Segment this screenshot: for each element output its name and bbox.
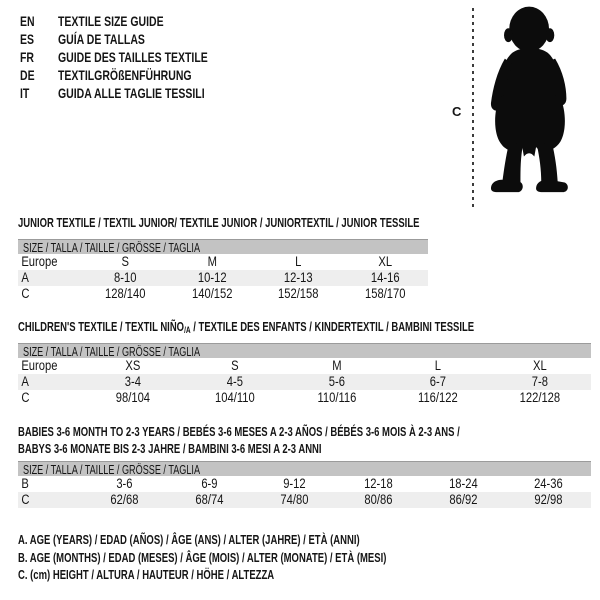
cell: L xyxy=(295,254,302,269)
cell: M xyxy=(331,358,342,373)
cell: 3-4 xyxy=(124,374,141,389)
cell: 24-36 xyxy=(534,476,563,491)
cell: 12-18 xyxy=(364,476,394,491)
cell: 7-8 xyxy=(531,374,549,389)
lang-row-it xyxy=(20,84,258,102)
baby-silhouette-icon xyxy=(485,4,575,212)
babies-table-title-line2: BABYS 3-6 MONATE BIS 2-3 JAHRE / BAMBINI 3-6 MESI A 2-3 ANNI xyxy=(18,441,322,456)
junior-size-table xyxy=(18,239,428,302)
lang-label: GUIDA ALLE TAGLIE TESSILI xyxy=(58,85,205,101)
lang-label: GUÍA DE TALLAS xyxy=(58,31,145,47)
lang-code: ES xyxy=(20,31,35,47)
lang-code: DE xyxy=(20,67,35,83)
junior-table-title: JUNIOR TEXTILE / TEXTIL JUNIOR/ TEXTILE JUNIOR / JUNIORTEXTIL / JUNIOR TESSILE xyxy=(18,215,420,230)
cell: S xyxy=(230,358,239,373)
cell: 68/74 xyxy=(195,492,224,507)
lang-label: TEXTILGRÖßENFÜHRUNG xyxy=(58,67,192,83)
cell: 10-12 xyxy=(197,270,227,285)
size-header-bar xyxy=(18,343,591,358)
cell: L xyxy=(435,358,442,373)
size-header-bar xyxy=(18,239,428,254)
size-header-bar xyxy=(18,461,591,476)
cell: 86/92 xyxy=(449,492,478,507)
cell: 6-7 xyxy=(430,374,447,389)
cell: 62/68 xyxy=(110,492,139,507)
row-label: Europe xyxy=(21,254,58,269)
cell: 140/152 xyxy=(191,286,233,301)
lang-code: IT xyxy=(20,85,30,101)
lang-row-en xyxy=(20,12,258,30)
row-label: C xyxy=(21,492,30,507)
table-row-a xyxy=(18,270,428,286)
lang-code: EN xyxy=(20,13,35,29)
table-row-c xyxy=(18,286,428,302)
cell: 104/110 xyxy=(214,390,255,405)
size-header-label: SIZE / TALLA / TAILLE / GRÖSSE / TAGLIA xyxy=(23,240,201,255)
legend-line-c: C. (cm) HEIGHT / ALTURA / HAUTEUR / HÖHE / ALTEZZA xyxy=(18,568,275,582)
row-label: C xyxy=(21,390,30,405)
cell: 12-13 xyxy=(283,270,313,285)
cell: 9-12 xyxy=(282,476,306,491)
lang-row-de xyxy=(20,66,258,84)
cell: 3-6 xyxy=(116,476,133,491)
size-header-label: SIZE / TALLA / TAILLE / GRÖSSE / TAGLIA xyxy=(23,462,201,477)
table-row-b xyxy=(18,476,591,492)
height-measure-dotted-line xyxy=(472,8,474,211)
children-size-table xyxy=(18,343,591,406)
cell: 158/170 xyxy=(364,286,406,301)
lang-label: GUIDE DES TAILLES TEXTILE xyxy=(58,49,208,65)
lang-code: FR xyxy=(20,49,35,65)
cell: 110/116 xyxy=(317,390,356,405)
cell: 152/158 xyxy=(277,286,319,301)
babies-size-table xyxy=(18,461,591,508)
lang-row-es xyxy=(20,30,258,48)
children-table-title: CHILDREN'S TEXTILE / TEXTIL $NIÑO_{/A}$ / TEXTILE DES ENFANTS / KINDERTEXTIL / BAMBINI TESSILE xyxy=(18,319,475,335)
legend-block xyxy=(18,532,503,585)
table-row-c xyxy=(18,390,591,406)
cell: M xyxy=(207,254,217,269)
row-label: A xyxy=(21,270,29,285)
cell: 14-16 xyxy=(370,270,400,285)
cell: 116/122 xyxy=(418,390,459,405)
cell: 80/86 xyxy=(364,492,393,507)
cell: 122/128 xyxy=(519,390,561,405)
row-label: A xyxy=(21,374,29,389)
title-subscript: /A xyxy=(184,325,191,335)
language-title-block xyxy=(20,12,258,102)
table-row-c xyxy=(18,492,591,508)
cell: 92/98 xyxy=(534,492,563,507)
table-row-europe xyxy=(18,254,428,270)
cell: 128/140 xyxy=(104,286,146,301)
legend-line-b: B. AGE (MONTHS) / EDAD (MESES) / ÂGE (MOIS) / ALTER (MONATE) / ETÀ (MESI) xyxy=(18,550,387,565)
cell: 5-6 xyxy=(328,374,345,389)
cell: 18-24 xyxy=(449,476,479,491)
cell: 4-5 xyxy=(226,374,243,389)
babies-table-title-line1: BABIES 3-6 MONTH TO 2-3 YEARS / BEBÉS 3-6 MESES A 2-3 AÑOS / BÉBÉS 3-6 MOIS À 2-3 ANS / xyxy=(18,424,460,439)
size-header-label: SIZE / TALLA / TAILLE / GRÖSSE / TAGLIA xyxy=(23,344,201,359)
legend-line-a: A. AGE (YEARS) / EDAD (AÑOS) / ÂGE (ANS) / ALTER (JAHRE) / ETÀ (ANNI) xyxy=(18,533,360,547)
row-label: C xyxy=(21,286,30,301)
row-label: Europe xyxy=(21,358,58,373)
cell: S xyxy=(121,254,129,269)
cell: 74/80 xyxy=(280,492,309,507)
cell: XS xyxy=(125,358,141,373)
table-row-a xyxy=(18,374,591,390)
lang-row-fr xyxy=(20,48,258,66)
cell: XL xyxy=(533,358,547,373)
cell: 6-9 xyxy=(201,476,218,491)
height-measure-label: C xyxy=(452,104,462,119)
cell: XL xyxy=(377,254,392,269)
cell: 8-10 xyxy=(114,270,137,285)
row-label: B xyxy=(21,476,29,491)
table-row-europe xyxy=(18,358,591,374)
lang-label: TEXTILE SIZE GUIDE xyxy=(58,13,164,29)
cell: 98/104 xyxy=(115,390,151,405)
